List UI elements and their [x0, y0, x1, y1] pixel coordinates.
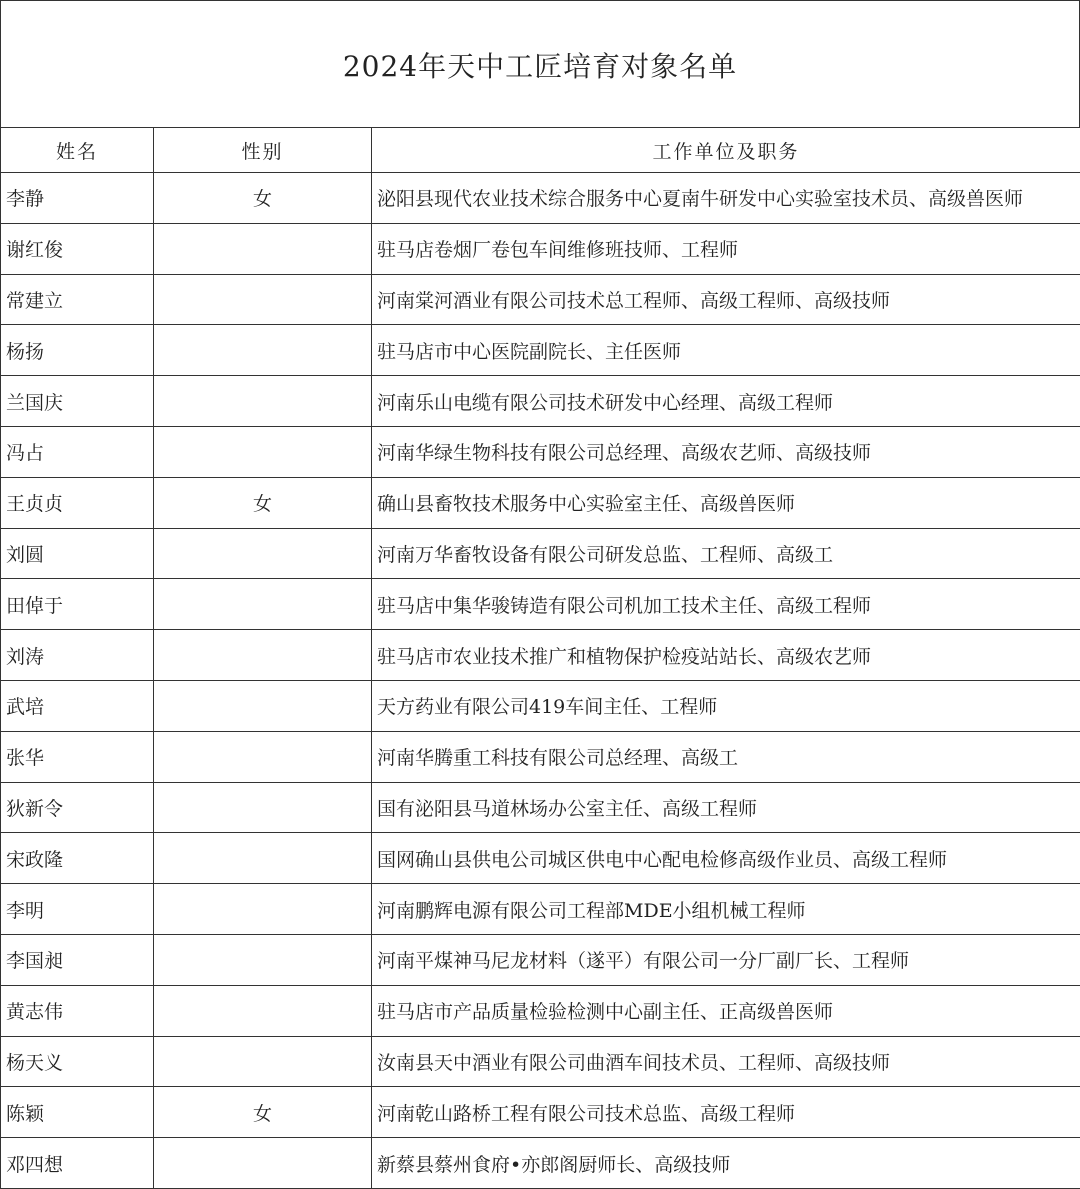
cell-gender — [154, 1138, 372, 1189]
cell-name: 兰国庆 — [1, 376, 154, 427]
cell-gender: 女 — [154, 477, 372, 528]
cell-name: 武培 — [1, 680, 154, 731]
cell-name: 宋政隆 — [1, 833, 154, 884]
cell-unit: 确山县畜牧技术服务中心实验室主任、高级兽医师 — [372, 477, 1080, 528]
cell-name: 李静 — [1, 173, 154, 224]
cell-name: 陈颖 — [1, 1087, 154, 1138]
cell-unit: 天方药业有限公司419车间主任、工程师 — [372, 680, 1080, 731]
cell-name: 邓四想 — [1, 1138, 154, 1189]
table-row — [1, 884, 1080, 935]
document-title: 2024年天中工匠培育对象名单 — [0, 0, 1080, 128]
table-row — [1, 325, 1080, 376]
table-row — [1, 680, 1080, 731]
cell-gender — [154, 426, 372, 477]
cell-gender — [154, 985, 372, 1036]
cell-name: 李明 — [1, 884, 154, 935]
cell-unit: 河南乾山路桥工程有限公司技术总监、高级工程师 — [372, 1087, 1080, 1138]
cell-name: 冯占 — [1, 426, 154, 477]
table-row — [1, 1138, 1080, 1189]
table-row — [1, 1036, 1080, 1087]
cell-gender — [154, 833, 372, 884]
cell-unit: 河南华绿生物科技有限公司总经理、高级农艺师、高级技师 — [372, 426, 1080, 477]
cell-gender — [154, 934, 372, 985]
cell-gender — [154, 528, 372, 579]
cell-gender — [154, 782, 372, 833]
table-row — [1, 223, 1080, 274]
cell-name: 杨扬 — [1, 325, 154, 376]
table-row — [1, 985, 1080, 1036]
header-unit: 工作单位及职务 — [372, 128, 1080, 173]
cell-unit: 驻马店市产品质量检验检测中心副主任、正高级兽医师 — [372, 985, 1080, 1036]
cell-gender — [154, 680, 372, 731]
cell-unit: 河南万华畜牧设备有限公司研发总监、工程师、高级工 — [372, 528, 1080, 579]
table-row — [1, 782, 1080, 833]
cell-unit: 国有泌阳县马道林场办公室主任、高级工程师 — [372, 782, 1080, 833]
cell-unit: 河南平煤神马尼龙材料（遂平）有限公司一分厂副厂长、工程师 — [372, 934, 1080, 985]
cell-name: 常建立 — [1, 274, 154, 325]
roster-table — [0, 127, 1080, 1189]
cell-gender — [154, 884, 372, 935]
table-row — [1, 579, 1080, 630]
table-row — [1, 274, 1080, 325]
cell-unit: 驻马店市中心医院副院长、主任医师 — [372, 325, 1080, 376]
table-row — [1, 833, 1080, 884]
cell-unit: 新蔡县蔡州食府•亦郎阁厨师长、高级技师 — [372, 1138, 1080, 1189]
cell-name: 田倬于 — [1, 579, 154, 630]
cell-name: 狄新令 — [1, 782, 154, 833]
cell-name: 谢红俊 — [1, 223, 154, 274]
cell-gender — [154, 223, 372, 274]
cell-gender: 女 — [154, 1087, 372, 1138]
cell-unit: 驻马店市农业技术推广和植物保护检疫站站长、高级农艺师 — [372, 630, 1080, 681]
header-gender: 性别 — [154, 128, 372, 173]
cell-unit: 河南棠河酒业有限公司技术总工程师、高级工程师、高级技师 — [372, 274, 1080, 325]
cell-unit: 汝南县天中酒业有限公司曲酒车间技术员、工程师、高级技师 — [372, 1036, 1080, 1087]
cell-gender — [154, 579, 372, 630]
cell-name: 王贞贞 — [1, 477, 154, 528]
cell-gender: 女 — [154, 173, 372, 224]
cell-name: 刘涛 — [1, 630, 154, 681]
cell-gender — [154, 376, 372, 427]
cell-unit: 河南鹏辉电源有限公司工程部MDE小组机械工程师 — [372, 884, 1080, 935]
table-row — [1, 173, 1080, 224]
cell-gender — [154, 325, 372, 376]
table-row — [1, 426, 1080, 477]
table-row — [1, 630, 1080, 681]
cell-gender — [154, 1036, 372, 1087]
header-name: 姓名 — [1, 128, 154, 173]
table-header-row — [1, 128, 1080, 173]
cell-unit: 国网确山县供电公司城区供电中心配电检修高级作业员、高级工程师 — [372, 833, 1080, 884]
cell-name: 杨天义 — [1, 1036, 154, 1087]
table-row — [1, 1087, 1080, 1138]
table-row — [1, 934, 1080, 985]
cell-unit: 驻马店卷烟厂卷包车间维修班技师、工程师 — [372, 223, 1080, 274]
cell-name: 刘圆 — [1, 528, 154, 579]
cell-name: 张华 — [1, 731, 154, 782]
cell-unit: 河南乐山电缆有限公司技术研发中心经理、高级工程师 — [372, 376, 1080, 427]
table-row — [1, 477, 1080, 528]
cell-name: 李国昶 — [1, 934, 154, 985]
cell-name: 黄志伟 — [1, 985, 154, 1036]
table-row — [1, 528, 1080, 579]
table-row — [1, 731, 1080, 782]
cell-unit: 驻马店中集华骏铸造有限公司机加工技术主任、高级工程师 — [372, 579, 1080, 630]
cell-gender — [154, 630, 372, 681]
cell-gender — [154, 274, 372, 325]
cell-gender — [154, 731, 372, 782]
cell-unit: 河南华腾重工科技有限公司总经理、高级工 — [372, 731, 1080, 782]
cell-unit: 泌阳县现代农业技术综合服务中心夏南牛研发中心实验室技术员、高级兽医师 — [372, 173, 1080, 224]
table-row — [1, 376, 1080, 427]
